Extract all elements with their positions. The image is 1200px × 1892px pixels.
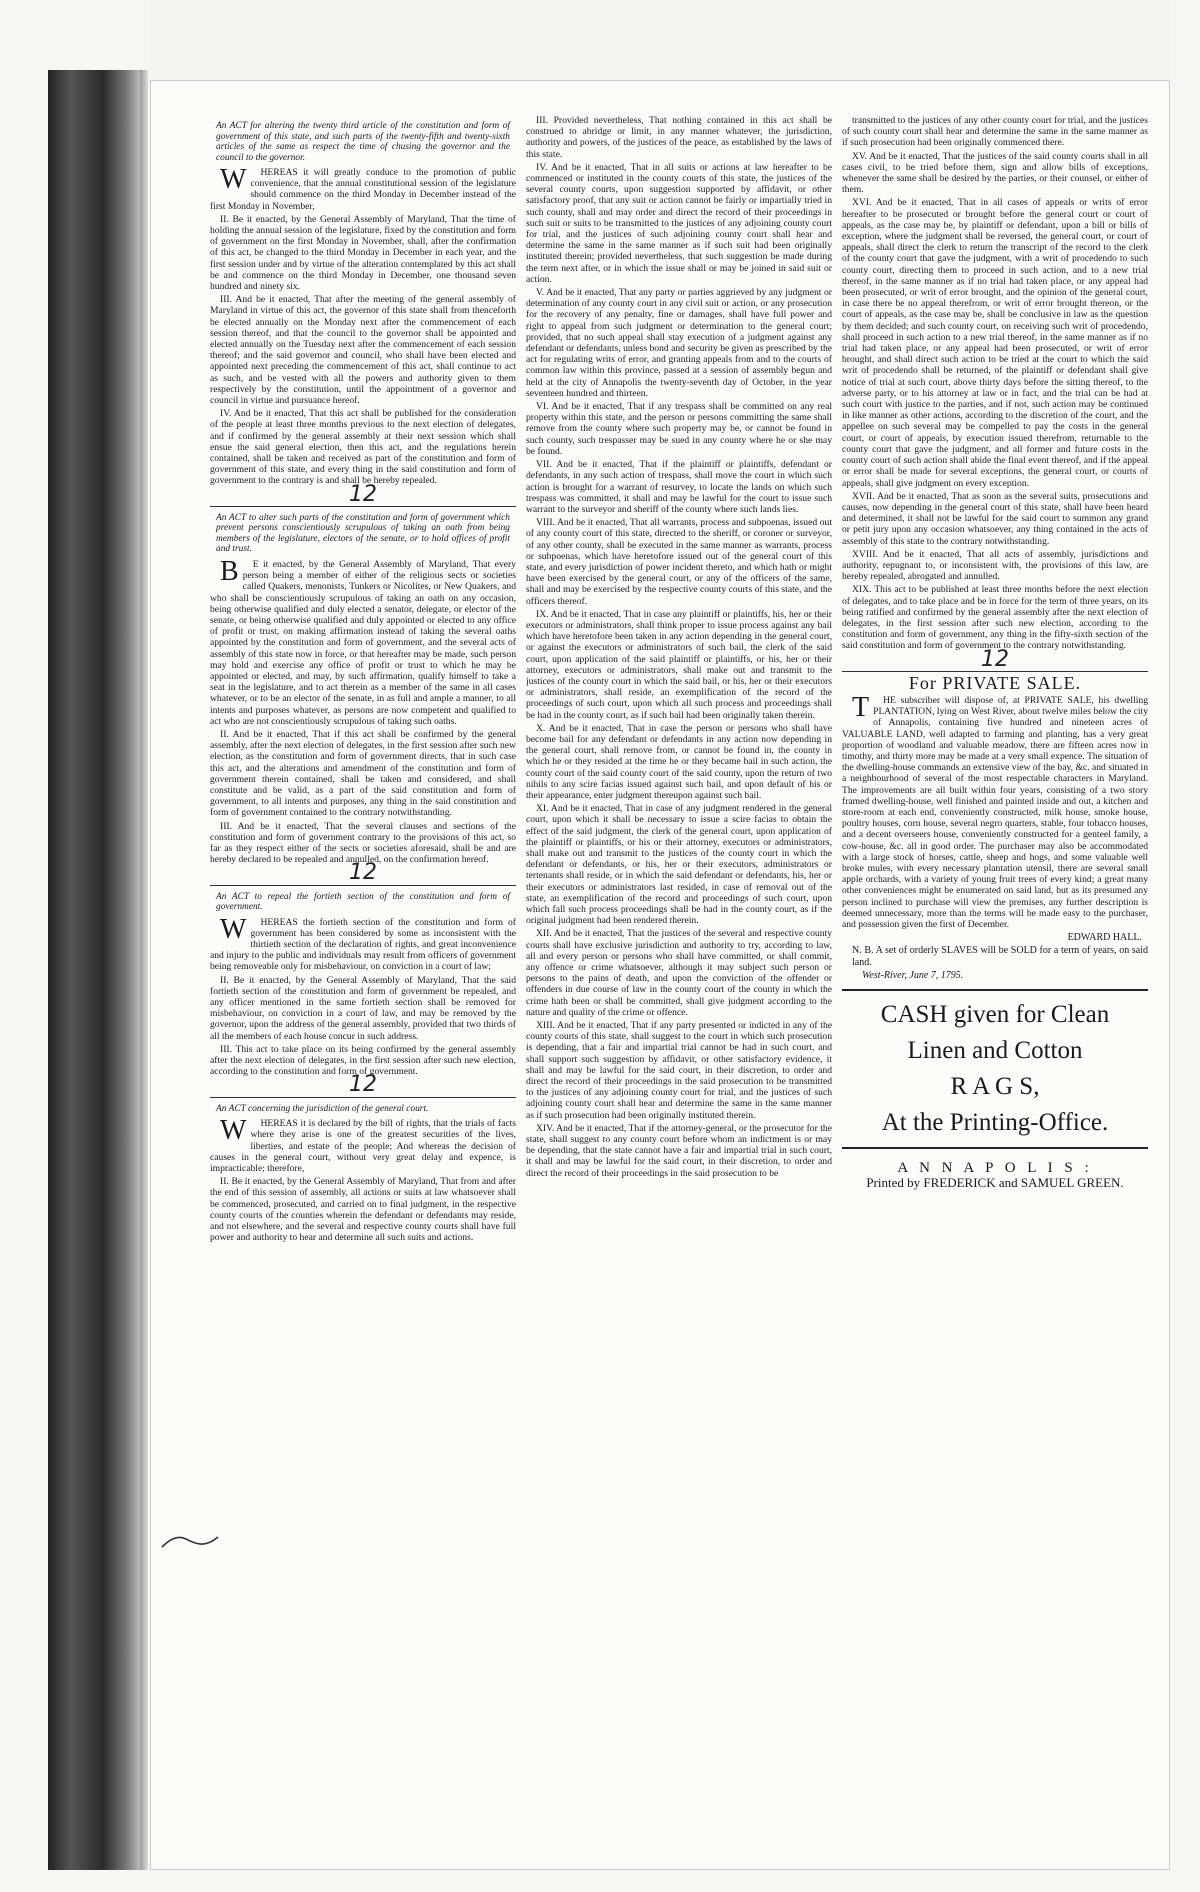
handwritten-mark: 12 bbox=[349, 1072, 377, 1098]
drop-cap: W bbox=[220, 913, 247, 945]
ad-body-text: HE subscriber will dispose of, at PRIVATE SALE, his dwelling PLANTATION, lying on West River, about twelve miles below the city of Annapolis, containing five hundred and nineteen acres of VALUABLE LAND, well adapted to farming and planting, has a very great proportion of woodland and valuable meadow, there are fifteen acres now in timothy, and thirty more may be made at a very small expence. The situation of the dwelling-house commands an extensive view of the bay, &c. and situated in a neighbourhood of several of the most respectable characters in Maryland. The improvements are all built within four years, consisting of a two story framed dwelling-house, well finished and painted inside and out, a kitchen and store-room at each end, conveniently constructed, milk house, smoke house, poultry houses, corn house, several negro quarters, stable, four tobacco houses, and a decent overseers house, conveniently constructed for a genteel family, a cow-house, &c. all in good order. The purchaser may also be accommodated with a large stock of horses, cattle, sheep and hogs, and some valuable well broke mules, with every necessary plantation utensil, there are several small apple orchards, with a variety of young fruit trees of every kind; a great many other conveniences might be enumerated on said land, but as its presumed any person inclined to purchase will view the premises, any further description is deemed unnecessary, more than the terms will be made easy to the purchaser, and possession given the first of December. bbox=[842, 694, 1148, 931]
paragraph: III. And be it enacted, That after the meeting of the general assembly of Maryland in virtue of this act, the governor of this state shall from thenceforth be elected annually on the Monday next after the commencement of each session thereof, and that the council to the governor shall be appointed and elected annually on the Tuesday next after the commencement of each session thereof; and the said governor and council, who shall have been elected and appointed next preceding the commencement of this act, shall continue to act as such, and be vested with all the powers and authority given to them respectively by the constitution, until the appointment of a governor and council in virtue and pursuance hereof. bbox=[210, 294, 516, 407]
imprint-printer: Printed by FREDERICK and SAMUEL GREEN. bbox=[866, 1175, 1124, 1191]
paragraph: XIV. And be it enacted, That if the attorney-general, or the prosecutor for the state, shall suggest to any county court before whom an indictment is or may be depending, that the state cannot have a fair and impartial trial in such court, it shall and may be lawful for the said court, in their discretion, to order and direct the record of their proceedings in the said prosecution to be bbox=[526, 1122, 832, 1179]
ad-body bbox=[842, 691, 1148, 931]
paragraph: IV. And be it enacted, That this act shall be published for the consideration of the people at least three months previous to the next election of delegates, and if confirmed by the general assembly at their next session which shall ensue the said general election, then this act, and the regulations herein contained, shall be taken and received as part of the constitution and form of government of this state, and every thing in the said constitution and form of government to the contrary is and shall be hereby repealed. bbox=[210, 408, 516, 487]
handwritten-mark: 12 bbox=[349, 860, 377, 886]
rags-ad-line: Linen and Cotton bbox=[907, 1037, 1083, 1065]
drop-cap: W bbox=[220, 1115, 247, 1147]
ad-title: For PRIVATE SALE. bbox=[908, 672, 1082, 693]
paragraph: VI. And be it enacted, That if any trespass shall be committed on any real property within this state, and the person or persons committing the same shall remove from the county where such property may be, or cannot be found in such county, such trespasser may be sued in any county where he or she may be found. bbox=[526, 401, 832, 457]
paragraph: XV. And be it enacted, That the justices of the said county courts shall in all cases civil, to be tried before them, sign and allow bills of exceptions, whenever the same shall be desired by the parties, or their counsel, or either of them. bbox=[842, 150, 1148, 196]
paragraph-text: HEREAS it will greatly conduce to the promotion of public convenience, that the annual constitutional session of the legislature should commence on the third Monday in December instead of the first Monday in November, bbox=[210, 167, 516, 212]
act-title: An ACT to repeal the fortieth section of the constitution and form of government. bbox=[216, 891, 510, 913]
paragraph: XVIII. And be it enacted, That all acts of assembly, jurisdictions and authority, repugnant to, or inconsistent with, the provisions of this law, are hereby repealed, abrogated and annulled. bbox=[842, 548, 1148, 583]
page-top-margin bbox=[150, 0, 1170, 80]
paragraph: II. Be it enacted, by the General Assembly of Maryland, That from and after the end of this session of assembly, all actions or suits at law whatsoever shall be commenced, prosecuted, and carried on to final judgment, in the respective county courts of the counties wherein the defendant or defendants may reside, and not elsewhere, and the several and respective county courts shall have full power and authority to hear and determine all such suits and actions. bbox=[210, 1176, 516, 1244]
act-title: An ACT for altering the twenty third article of the constitution and form of government of this state, and such parts of the twenty-fifth and twenty-sixth articles of the same as respect the time of chusing the governor and the council to the governor. bbox=[216, 121, 510, 163]
column-3 bbox=[842, 115, 1148, 1855]
spine-edge bbox=[140, 70, 148, 1870]
private-sale-ad bbox=[842, 672, 1148, 981]
drop-cap: B bbox=[220, 555, 239, 587]
imprint bbox=[842, 1160, 1148, 1192]
rags-ad bbox=[842, 989, 1148, 1149]
rags-ad-line: CASH given for Clean bbox=[880, 1001, 1110, 1029]
paragraph-text: E it enacted, by the General Assembly of Maryland, That every person being a member of either of the religious sects or societies called Quakers, menonists, Tunkers or Nicolites, or New Quakers, and who shall be conscientiously scrupulous of taking an oath on any occasion, being otherwise qualified and duly elected a senator, delegate, or elector of the senate, or being otherwise qualified and duly appointed or elected to any office of profit or trust, on making affirmation instead of taking the several oaths appointed by the constitution and form of government, and the several acts of assembly of this state now in force, or that hereafter may be made, such person may hold and exercise any office of profit or trust to which he may be appointed or elected, and may, by such affirmation, qualify himself to take a seat in the legislature, and to act therein as a member of the same in all cases whatever, or to be an elector of the senate, in as full and ample a manner, to all intents and purposes whatever, as persons are now competent and qualified to act who are not conscientiously scrupulous of taking such oaths. bbox=[210, 558, 516, 727]
margin-scribble bbox=[160, 1525, 220, 1555]
paragraph: XVII. And be it enacted, That as soon as the several suits, prosecutions and causes, now depending in the general court of this state, shall have been heard and determined, it shall not be lawful for the said court to summon any grand or petit jury upon any occasion whatsoever, any thing contained in the acts of assembly of this state to the contrary notwithstanding. bbox=[842, 490, 1148, 547]
paragraph: XIII. And be it enacted, That if any party presented or indicted in any of the county courts of this state, shall suggest to the court in which such prosecution is depending, that a fair and impartial trial cannot be had in such court, and shall support such suggestion by affidavit, or other satisfactory evidence, it shall and may be lawful for the said court, in their discretion, to order and direct the record of their proceedings in the said prosecution to be transmitted to the justices of any adjoining county court for trial, and the justices of such adjoining county court shall hear and determine the same in the same manner as if such prosecution had been originally instituted therein. bbox=[526, 1020, 832, 1121]
ad-signer: EDWARD HALL. bbox=[1067, 932, 1142, 944]
rags-ad-line: R A G S, bbox=[950, 1073, 1040, 1101]
paragraph-text: HEREAS it is declared by the bill of rights, that the trials of facts where they arise is one of the greatest securities of the lives, liberties, and estate of the people; And whereas the decision of causes in the general court, without very great delay and expence, is impracticable; therefore, bbox=[210, 1118, 516, 1174]
paragraph bbox=[210, 555, 516, 727]
ad-date: West-River, June 7, 1795. bbox=[862, 969, 964, 981]
paragraph: V. And be it enacted, That any party or parties aggrieved by any judgment or determination of any county court in any civil suit or action, or any prosecution for the recovery of any penalty, fine or damages, shall have full power and right to appeal from such judgment or determination to the general court; provided, that no such appeal shall stay execution of a judgment against any defendant or defendants, unless bond and security be given as prescribed by the act for regulating writs of error, and granting appeals from and to the courts of common law within this province, passed at a session of assembly begun and held at the city of Annapolis the twenty-seventh day of October, in the year seventeen hundred and thirteen. bbox=[526, 287, 832, 399]
act-title: An ACT concerning the jurisdiction of the general court. bbox=[216, 1103, 429, 1114]
drop-cap: W bbox=[220, 164, 247, 195]
paragraph bbox=[210, 913, 516, 973]
paragraph: II. And be it enacted, That if this act shall be confirmed by the general assembly, after the next election of delegates, in the first session after such new election, as the constitution and form of government directs, that in such case this act, and the alterations and amendment of the constitution and form of government therein contained, shall be taken and considered, and shall constitute and be valid, as a part of the said constitution and form of government, to all intents and purposes, any thing in the said constitution and form of government contained to the contrary notwithstanding. bbox=[210, 728, 516, 819]
paragraph: III. Provided nevertheless, That nothing contained in this act shall be construed to abridge or limit, in any manner whatever, the jurisdiction, authority and powers, of the justices of the peace, as established by the laws of this state. bbox=[526, 115, 832, 160]
act-title: An ACT to alter such parts of the constitution and form of government which prevent persons conscientiously scrupulous of taking an oath from being members of the legislature, electors of the senate, or to hold offices of profit and trust. bbox=[216, 512, 510, 555]
paragraph: III. And be it enacted, That the several clauses and sections of the constitution and form of government contrary to the provisions of this act, so far as they respect either of the sects or societies aforesaid, shall be and are hereby declared to be repealed and annulled, on the confirmation hereof. bbox=[210, 820, 516, 866]
book-spine bbox=[48, 70, 140, 1870]
paragraph: XVI. And be it enacted, That in all cases of appeals or writs of error hereafter to be prosecuted or brought before the general court or court of appeals, as the case may be, by plaintiff or defendant, upon a bill or bills of exception, where the judgment shall be reversed, the general court, or court of appeals, shall direct the clerk to return the transcript of the record to the clerk of the county court that gave the judgment, with a writ of procedendo to such county court, directing them to proceed in such action, and to a new trial thereof, in the same manner as if no trial had taken place, or any appeal had been prosecuted, or writ of error brought, and the opinion of the general court, in case there be no appeal therefrom, or writ of error brought thereon, or the court of appeals, as the case may be, shall be conclusive in law as the question by them decided; and such county court, on receiving such writ of procedendo, shall proceed in such action to a new trial thereof, in the same manner as if no trial had taken place, or any appeal had been prosecuted, or writ of error brought, and shall direct such action to be tried at the court to which the said writ of procedendo shall be returned, of the plaintiff or defendant shall give notice of trial at such court, above thirty days before the sitting thereof, to the adverse party, or to his attorney at law or in fact, and the trial can be had at such court with justice to the parties, and if not, such action may be continued in like manner as other actions, according to the discretion of the court, and the appellee on such several may be compelled to pay the costs in the general court, or court of appeals, by execution issued therefrom, returnable to the county court that gave the judgment, and all former and future costs in the county court of such action shall abide the final event thereof, and if the appeal or error shall be made for several exceptions, the general court, or courts of appeals, shall give judgment on every exception. bbox=[842, 197, 1148, 489]
handwritten-mark: 12 bbox=[981, 646, 1009, 672]
paragraph: VII. And be it enacted, That if the plaintiff or plaintiffs, defendant or defendants, in any such action of trespass, shall move the court in which such action is brought for a warrant of resurvey, to locate the lands on which such trespass was committed, it shall and may be lawful for the court to issue such warrant to the surveyor and sheriff of the county where such lands lies. bbox=[526, 459, 832, 515]
paragraph bbox=[210, 1115, 516, 1174]
paragraph: III. This act to take place on its being confirmed by the general assembly after the next election of delegates, in the first session after such new election, according to the constitution and form of government. bbox=[210, 1043, 516, 1078]
paragraph: XIX. This act to be published at least three months before the next election of delegates, and to take place and be in force for the term of three years, on its being ratified and confirmed by the general assembly after the next election of delegates, in the first session after such new election, according to the constitution and form of government, any thing in the fifty-sixth section of the said constitution and form of government to the contrary notwithstanding. bbox=[842, 584, 1148, 652]
imprint-city: A N N A P O L I S : bbox=[897, 1160, 1093, 1177]
paragraph: transmitted to the justices of any other county court for trial, and the justices of such county court shall hear and determine the same in the same manner as if such prosecution had been originally commenced there. bbox=[842, 115, 1148, 149]
paragraph bbox=[210, 164, 516, 212]
handwritten-mark: 12 bbox=[349, 481, 377, 507]
ad-note: N. B. A set of orderly SLAVES will be SOLD for a term of years, on said land. bbox=[852, 945, 1148, 968]
columns bbox=[210, 115, 1150, 1855]
paragraph: VIII. And be it enacted, That all warrants, process and subpoenas, issued out of any county court of this state, directed to the sheriff, or coroner or surveyor, of any other county, shall be executed in the same manner as warrants, process or subpoenas, which have heretofore issued out of the general court of this state, and every jurisdiction of power incident thereto, and which hath or might have been exercised by the general court, or any of the officers of the same, shall and may be exercised by the respective county courts of this state, and the officers thereof. bbox=[526, 517, 832, 607]
paragraph: II. Be it enacted, by the General Assembly of Maryland, That the time of holding the annual session of the legislature, fixed by the constitution and form of government on the first Monday in November, shall, after the confirmation of this act, be changed to the third Monday in December in each year, and the first session under and by virtue of the alteration contemplated by this act shall be and commence on the third Monday in December, one thousand seven hundred and ninety six. bbox=[210, 213, 516, 293]
paragraph: XI. And be it enacted, That in case of any judgment rendered in the general court, upon which it shall be necessary to issue a scire facias to obtain the effect of the said judgment, the clerk of the general court, upon application of the plaintiff or plaintiffs, or his or their attorney, executors or administrators, shall make out and transmit to the justices of the county court in which the defendant or defendants, or his, her or their executors, administrators or tertenants shall reside, or in which the said defendant or defendants, his, her or their executors or administrators last resided, in case of removal out of the state, an exemplification of the record and proceedings of such court, upon which fall such process proceedings shall be had in the county court, as if the original judgment had been rendered therein. bbox=[526, 803, 832, 927]
paragraph: XII. And be it enacted, That the justices of the several and respective county courts shall have exclusive jurisdiction and authority to try, according to law, all and every person or persons who shall have committed, or shall commit, any offence or crime whatsoever, although it may subject such person or persons to the pains of death, and upon the conviction of the offender or offenders in due course of law in the county court of the county in which the crime hath been or shall be committed, shall give judgment according to the nature and quality of the crime or offence. bbox=[526, 928, 832, 1018]
drop-cap: T bbox=[852, 691, 870, 723]
paragraph: IX. And be it enacted, That in case any plaintiff or plaintiffs, his, her or their executors or administrators, shall think proper to issue process against any bail which have heretofore been taken in any action depending in the general court, or against the executors or administrators of such bail, the clerk of the said court, upon application of the said plaintiff or plaintiffs, or his, her or their attorney, executors or administrators, shall make out and transmit to the justices of the county court in which the said bail, or his, her or their executors or administrators, shall reside, an exemplification of the record of the proceedings of such court, upon which all such process and proceedings shall be had in the county court, as if such bail had been originally taken therein. bbox=[526, 608, 832, 721]
paragraph: IV. And be it enacted, That in all suits or actions at law hereafter to be commenced or instituted in the county courts of this state, the justices of the several county courts, upon suggestion supported by affidavit, or other satisfactory proof, that any suit or action cannot be fairly or impartially tried in such county, shall and may order and direct the record of their proceedings in such suit or suits to be transmitted to the justices of any adjoining county court for trial, and the justices of such adjoining county court shall hear and determine the same in the same manner as if such suit had been originally instituted therein; provided nevertheless, that such suggestion be made during the term next after, or in which the issue shall or may be joined in said suit or action. bbox=[526, 161, 832, 285]
column-2 bbox=[526, 115, 832, 1855]
column-1 bbox=[210, 115, 516, 1855]
paragraph: II. Be it enacted, by the General Assembly of Maryland, That the said fortieth section of the constitution and form of government be repealed, and any officer mentioned in the same fortieth section shall be removed for misbehaviour, on conviction in a court of law, and may be removed by the governor, upon the address of the general assembly, provided that two thirds of all the members of each house concur in such address. bbox=[210, 974, 516, 1042]
rags-ad-line: At the Printing-Office. bbox=[881, 1109, 1109, 1137]
paragraph: X. And be it enacted, That in case the person or persons who shall have become bail for any defendant or defendants in any action now depending in the general court, shall remove from, or cannot be found in, the county in which he or they resided at the time he or they became bail in such action, the county court of the said county court of the said county, upon the return of two nihils to any scire facias issued against such bail, and upon default of his or their appearance, enter judgment thereupon against such bail. bbox=[526, 722, 832, 801]
paragraph-text: HEREAS the fortieth section of the constitution and form of government has been considered by some as inconsistent with the thirtieth section of the declaration of rights, and great inconvenience and injury to the public and individuals may result from officers of government being removeable only for misbehaviour, on conviction in a court of law; bbox=[210, 916, 516, 973]
newspaper-page bbox=[150, 80, 1170, 1870]
